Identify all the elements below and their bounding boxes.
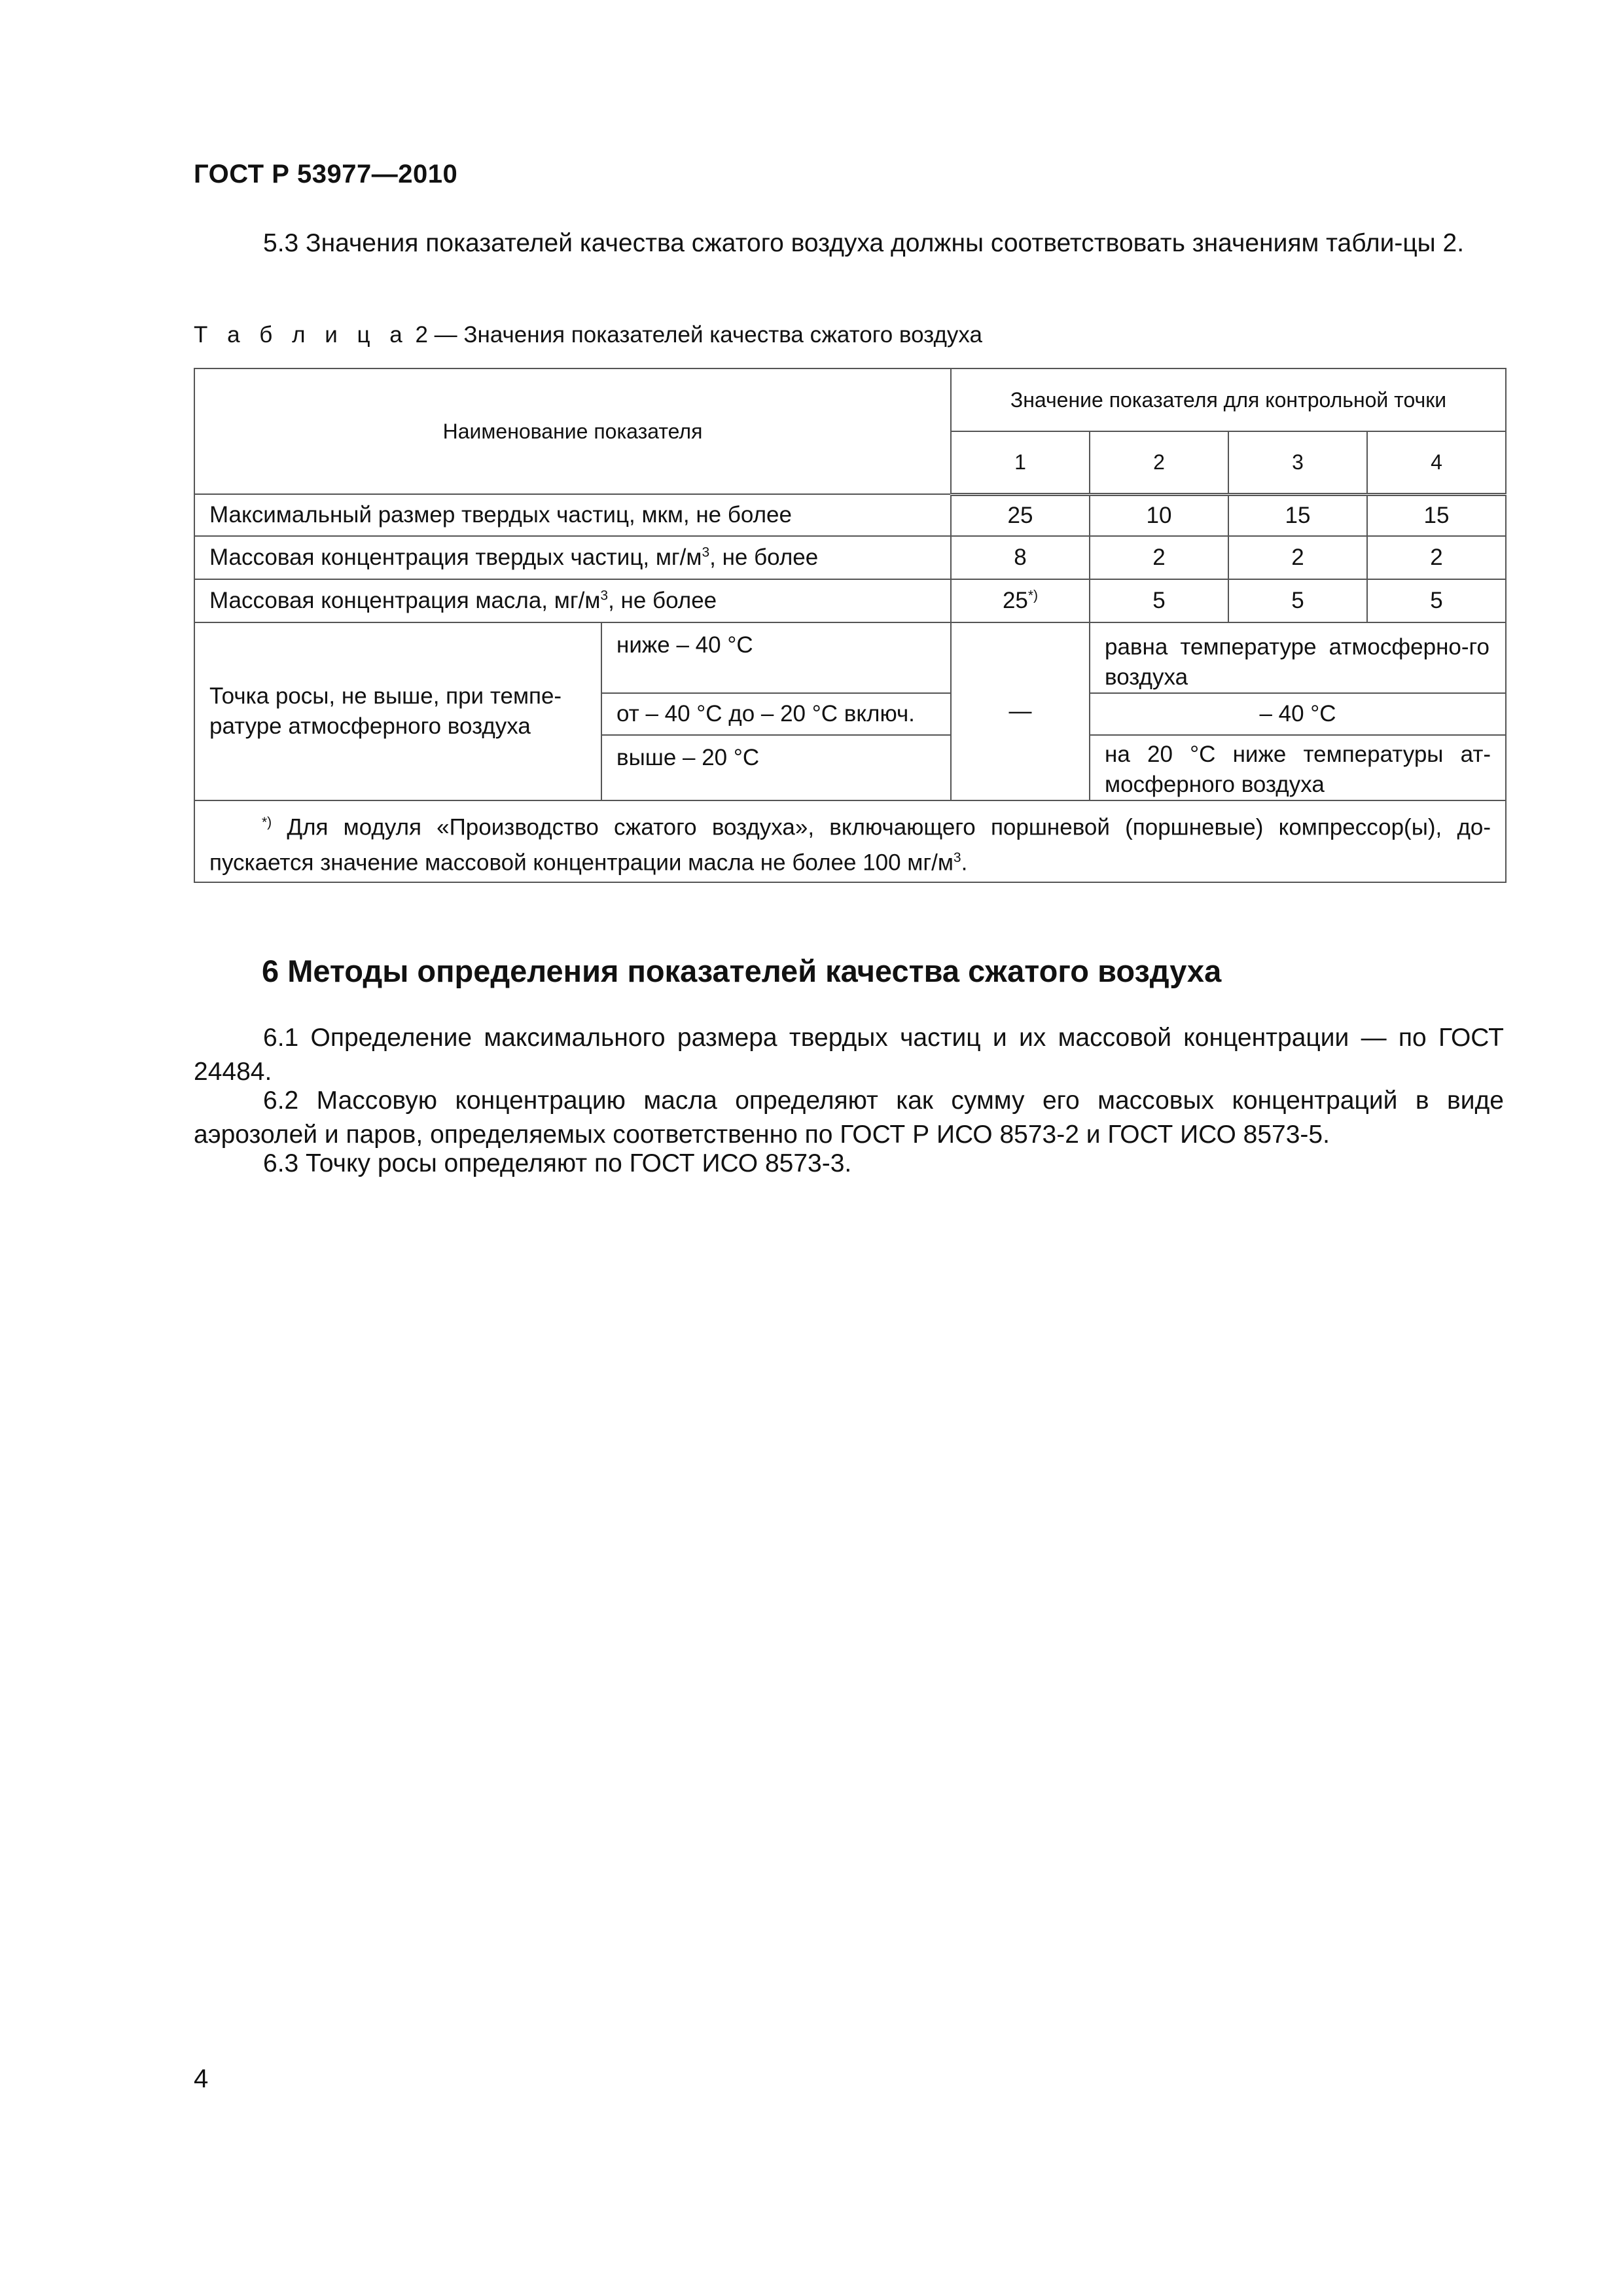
table-row <box>194 622 1506 693</box>
row-value: 5 <box>1228 579 1367 622</box>
row-value: 5 <box>1367 579 1506 622</box>
table-row <box>194 536 1506 579</box>
dew-point-label: Точка росы, не выше, при темпе-ратуре атмосферного воздуха <box>194 622 601 800</box>
dew-condition: выше – 20 °С <box>601 735 951 800</box>
paragraph-6-2: 6.2 Массовую концентрацию масла определяют как сумму его массовых концентраций в виде аэрозолей и паров, определяемых соответственно по ГОСТ Р ИСО 8573-2 и ГОСТ ИСО 8573-5. <box>194 1086 1504 1149</box>
quality-table <box>194 368 1507 883</box>
row-value: 10 <box>1090 494 1228 536</box>
row-value: 2 <box>1090 536 1228 579</box>
dew-value: – 40 °С <box>1090 693 1506 735</box>
table-footnote: *) Для модуля «Производство сжатого воздуха», включающего поршневой (поршневые) компрессор(ы), до-пускается значение массовой концентрации масла не более 100 $мг/м^3$. <box>194 800 1506 882</box>
row-label: Массовая концентрация твердых частиц, $мг/м^3$, не более <box>194 536 951 579</box>
dew-condition: от – 40 °С до – 20 °С включ. <box>601 693 951 735</box>
header-indicator-name: Наименование показателя <box>194 368 951 494</box>
header-point-3: 3 <box>1228 431 1367 494</box>
table-caption-title: 2 — Значения показателей качества сжатого воздуха <box>415 322 982 348</box>
row-value: 25*) <box>951 579 1090 622</box>
dew-condition: ниже – 40 °С <box>601 622 951 693</box>
table-caption-label: Т а б л и ц а <box>194 322 409 348</box>
row-value: 15 <box>1367 494 1506 536</box>
table-caption <box>194 322 982 348</box>
row-value: 5 <box>1090 579 1228 622</box>
page-number: 4 <box>194 2064 209 2093</box>
table-footnote-row <box>194 800 1506 882</box>
row-value: 2 <box>1228 536 1367 579</box>
section-6-title: 6 Методы определения показателей качества сжатого воздуха <box>262 954 1222 988</box>
header-point-1: 1 <box>951 431 1090 494</box>
dew-value: равна температуре атмосферно-го воздуха <box>1090 622 1506 693</box>
header-point-2: 2 <box>1090 431 1228 494</box>
row-value: 25 <box>951 494 1090 536</box>
table-row <box>194 494 1506 536</box>
dew-value: на 20 °С ниже температуры ат-мосферного воздуха <box>1090 735 1506 800</box>
document-code: ГОСТ Р 53977—2010 <box>194 160 458 188</box>
row-value: 8 <box>951 536 1090 579</box>
row-value: 2 <box>1367 536 1506 579</box>
dew-dash: — <box>951 622 1090 800</box>
row-value: 15 <box>1228 494 1367 536</box>
row-label: Массовая концентрация масла, $мг/м^3$, не более <box>194 579 951 622</box>
table-row <box>194 579 1506 622</box>
paragraph-6-1: 6.1 Определение максимального размера твердых частиц и их массовой концентрации — по ГОСТ 24484. <box>194 1024 1504 1086</box>
header-point-4: 4 <box>1367 431 1506 494</box>
header-control-point-value: Значение показателя для контрольной точки <box>951 368 1506 431</box>
row-label: Максимальный размер твердых частиц, мкм, не более <box>194 494 951 536</box>
paragraph-5-3: 5.3 Значения показателей качества сжатого воздуха должны соответствовать значениям табли-цы 2. <box>263 229 1465 257</box>
paragraph-6-3: 6.3 Точку росы определяют по ГОСТ ИСО 8573-3. <box>263 1149 852 1177</box>
